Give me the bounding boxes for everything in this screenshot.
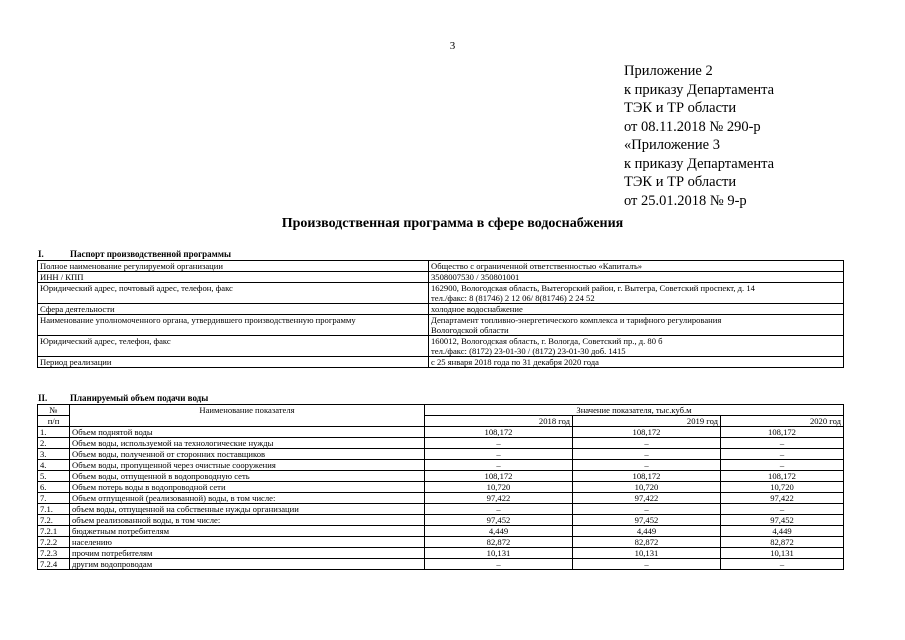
- row-value-2020: –: [721, 449, 844, 460]
- passport-value: [429, 283, 844, 304]
- appendix-line: Приложение 2: [624, 63, 713, 79]
- row-number: 1.: [38, 427, 70, 438]
- header-year-2019: 2019 год: [573, 416, 721, 427]
- table-row: [38, 471, 844, 482]
- row-value-2020: 4,449: [721, 526, 844, 537]
- row-value-2019: 108,172: [573, 427, 721, 438]
- passport-value: [429, 261, 844, 272]
- appendix-line: ТЭК и ТР области: [624, 100, 737, 116]
- row-value-2020: –: [721, 504, 844, 515]
- section1-number: I.: [38, 249, 44, 259]
- passport-value: [429, 357, 844, 368]
- passport-value-line: 160012, Вологодская область, г. Вологда, Советский пр., д. 80 б: [431, 336, 663, 346]
- row-value-2019: 10,131: [573, 548, 721, 559]
- row-value-2018: 10,720: [425, 482, 573, 493]
- section2-number: II.: [38, 393, 48, 403]
- header-num-line2: п/п: [38, 416, 70, 427]
- passport-row: [38, 304, 844, 315]
- row-value-2018: 10,131: [425, 548, 573, 559]
- row-number: 7.2.4: [38, 559, 70, 570]
- row-value-2018: –: [425, 460, 573, 471]
- row-value-2018: –: [425, 438, 573, 449]
- passport-value-line: 3508007530 / 350801001: [431, 272, 520, 282]
- row-value-2020: 82,872: [721, 537, 844, 548]
- header-num-line1: №: [38, 405, 70, 416]
- table-row: [38, 526, 844, 537]
- section2-title: Планируемый объем подачи воды: [70, 393, 209, 403]
- row-value-2019: 108,172: [573, 471, 721, 482]
- row-value-2019: –: [573, 504, 721, 515]
- passport-value: [429, 272, 844, 283]
- header-indicator-name: Наименование показателя: [70, 405, 425, 427]
- row-value-2020: 97,452: [721, 515, 844, 526]
- passport-label: Юридический адрес, почтовый адрес, телефон, факс: [38, 283, 429, 304]
- passport-label: Период реализации: [38, 357, 429, 368]
- row-value-2020: 108,172: [721, 427, 844, 438]
- table-row: [38, 438, 844, 449]
- header-value-group: Значение показателя, тыс.куб.м: [425, 405, 844, 416]
- table-row: [38, 449, 844, 460]
- passport-value-line: Департамент топливно-энергетического комплекса и тарифного регулирования: [431, 315, 722, 325]
- row-number: 2.: [38, 438, 70, 449]
- passport-value-line: Общество с ограниченной ответственностью «Капиталъ»: [431, 261, 643, 271]
- row-value-2018: 108,172: [425, 427, 573, 438]
- row-number: 6.: [38, 482, 70, 493]
- document-title: Производственная программа в сфере водоснабжения: [281, 216, 624, 231]
- table-row: [38, 460, 844, 471]
- row-value-2018: 82,872: [425, 537, 573, 548]
- passport-row: [38, 272, 844, 283]
- passport-label: Наименование уполномоченного органа, утвердившего производственную программу: [38, 315, 429, 336]
- row-number: 7.2.3: [38, 548, 70, 559]
- row-value-2018: –: [425, 504, 573, 515]
- appendix-block: [624, 62, 774, 210]
- row-value-2018: –: [425, 559, 573, 570]
- row-indicator-name: населению: [70, 537, 425, 548]
- passport-row: [38, 315, 844, 336]
- row-indicator-name: объем реализованной воды, в том числе:: [70, 515, 425, 526]
- row-indicator-name: Объем поднятой воды: [70, 427, 425, 438]
- appendix-line: от 08.11.2018 № 290-р: [624, 118, 761, 135]
- section2-heading: [38, 393, 208, 403]
- row-value-2019: 82,872: [573, 537, 721, 548]
- passport-row: [38, 283, 844, 304]
- row-value-2019: 4,449: [573, 526, 721, 537]
- row-number: 7.2.1: [38, 526, 70, 537]
- row-value-2020: 97,422: [721, 493, 844, 504]
- row-indicator-name: Объем воды, используемой на технологические нужды: [70, 438, 425, 449]
- row-value-2019: –: [573, 438, 721, 449]
- row-indicator-name: объем воды, отпущенной на собственные нужды организации: [70, 504, 425, 515]
- row-indicator-name: бюджетным потребителям: [70, 526, 425, 537]
- passport-value-line: с 25 января 2018 года по 31 декабря 2020 года: [431, 357, 599, 367]
- appendix-line: «Приложение 3: [624, 137, 720, 153]
- passport-value-line: тел./факс: (8172) 23-01-30 / (8172) 23-01-30 доб. 1415: [431, 346, 626, 356]
- row-value-2018: 97,422: [425, 493, 573, 504]
- passport-label: Полное наименование регулируемой организации: [38, 261, 429, 272]
- passport-value-line: Вологодской области: [431, 325, 509, 335]
- table-row: [38, 493, 844, 504]
- row-number: 7.2.2: [38, 537, 70, 548]
- appendix-line: ТЭК и ТР области: [624, 174, 737, 190]
- row-number: 3.: [38, 449, 70, 460]
- row-value-2020: 10,131: [721, 548, 844, 559]
- row-value-2020: –: [721, 460, 844, 471]
- row-value-2019: 97,452: [573, 515, 721, 526]
- page-number: 3: [449, 40, 456, 52]
- passport-label: Юридический адрес, телефон, факс: [38, 336, 429, 357]
- row-value-2020: 108,172: [721, 471, 844, 482]
- row-value-2018: –: [425, 449, 573, 460]
- row-indicator-name: другим водопроводам: [70, 559, 425, 570]
- row-indicator-name: Объем воды, отпущенной в водопроводную сеть: [70, 471, 425, 482]
- passport-row: [38, 357, 844, 368]
- table-row: [38, 504, 844, 515]
- row-number: 7.: [38, 493, 70, 504]
- table-row: [38, 482, 844, 493]
- table-row: [38, 427, 844, 438]
- appendix-line: к приказу Департамента: [624, 81, 775, 98]
- passport-value: [429, 315, 844, 336]
- row-indicator-name: Объем воды, пропущенной через очистные сооружения: [70, 460, 425, 471]
- passport-label: Сфера деятельности: [38, 304, 429, 315]
- row-indicator-name: Объем потерь воды в водопроводной сети: [70, 482, 425, 493]
- row-indicator-name: прочим потребителям: [70, 548, 425, 559]
- water-volume-table: [37, 404, 844, 570]
- row-value-2018: 108,172: [425, 471, 573, 482]
- table-row: [38, 515, 844, 526]
- header-year-2020: 2020 год: [721, 416, 844, 427]
- row-indicator-name: Объем воды, полученной от сторонних поставщиков: [70, 449, 425, 460]
- passport-row: [38, 336, 844, 357]
- row-number: 5.: [38, 471, 70, 482]
- passport-row: [38, 261, 844, 272]
- header-year-2018: 2018 год: [425, 416, 573, 427]
- table-row: [38, 559, 844, 570]
- passport-table: [37, 260, 844, 368]
- row-value-2019: –: [573, 559, 721, 570]
- row-number: 7.1.: [38, 504, 70, 515]
- appendix-line: от 25.01.2018 № 9-р: [624, 192, 747, 209]
- row-value-2018: 4,449: [425, 526, 573, 537]
- row-value-2020: –: [721, 438, 844, 449]
- row-value-2020: –: [721, 559, 844, 570]
- passport-value: [429, 304, 844, 315]
- row-value-2019: –: [573, 460, 721, 471]
- passport-value-line: тел./факс: 8 (81746) 2 12 06/ 8(81746) 2 24 52: [431, 293, 595, 303]
- passport-value: [429, 336, 844, 357]
- table-row: [38, 548, 844, 559]
- row-value-2019: –: [573, 449, 721, 460]
- row-indicator-name: Объем отпущенной (реализованной) воды, в том числе:: [70, 493, 425, 504]
- row-value-2019: 97,422: [573, 493, 721, 504]
- row-number: 7.2.: [38, 515, 70, 526]
- section1-heading: [38, 249, 231, 259]
- row-value-2020: 10,720: [721, 482, 844, 493]
- appendix-line: к приказу Департамента: [624, 155, 775, 172]
- passport-label: ИНН / КПП: [38, 272, 429, 283]
- row-number: 4.: [38, 460, 70, 471]
- section1-title: Паспорт производственной программы: [70, 249, 231, 259]
- row-value-2018: 97,452: [425, 515, 573, 526]
- passport-value-line: 162900, Вологодская область, Вытегорский район, г. Вытегра, Советский проспект, д. 14: [431, 283, 755, 293]
- passport-value-line: холодное водоснабжение: [431, 304, 523, 314]
- table-row: [38, 537, 844, 548]
- row-value-2019: 10,720: [573, 482, 721, 493]
